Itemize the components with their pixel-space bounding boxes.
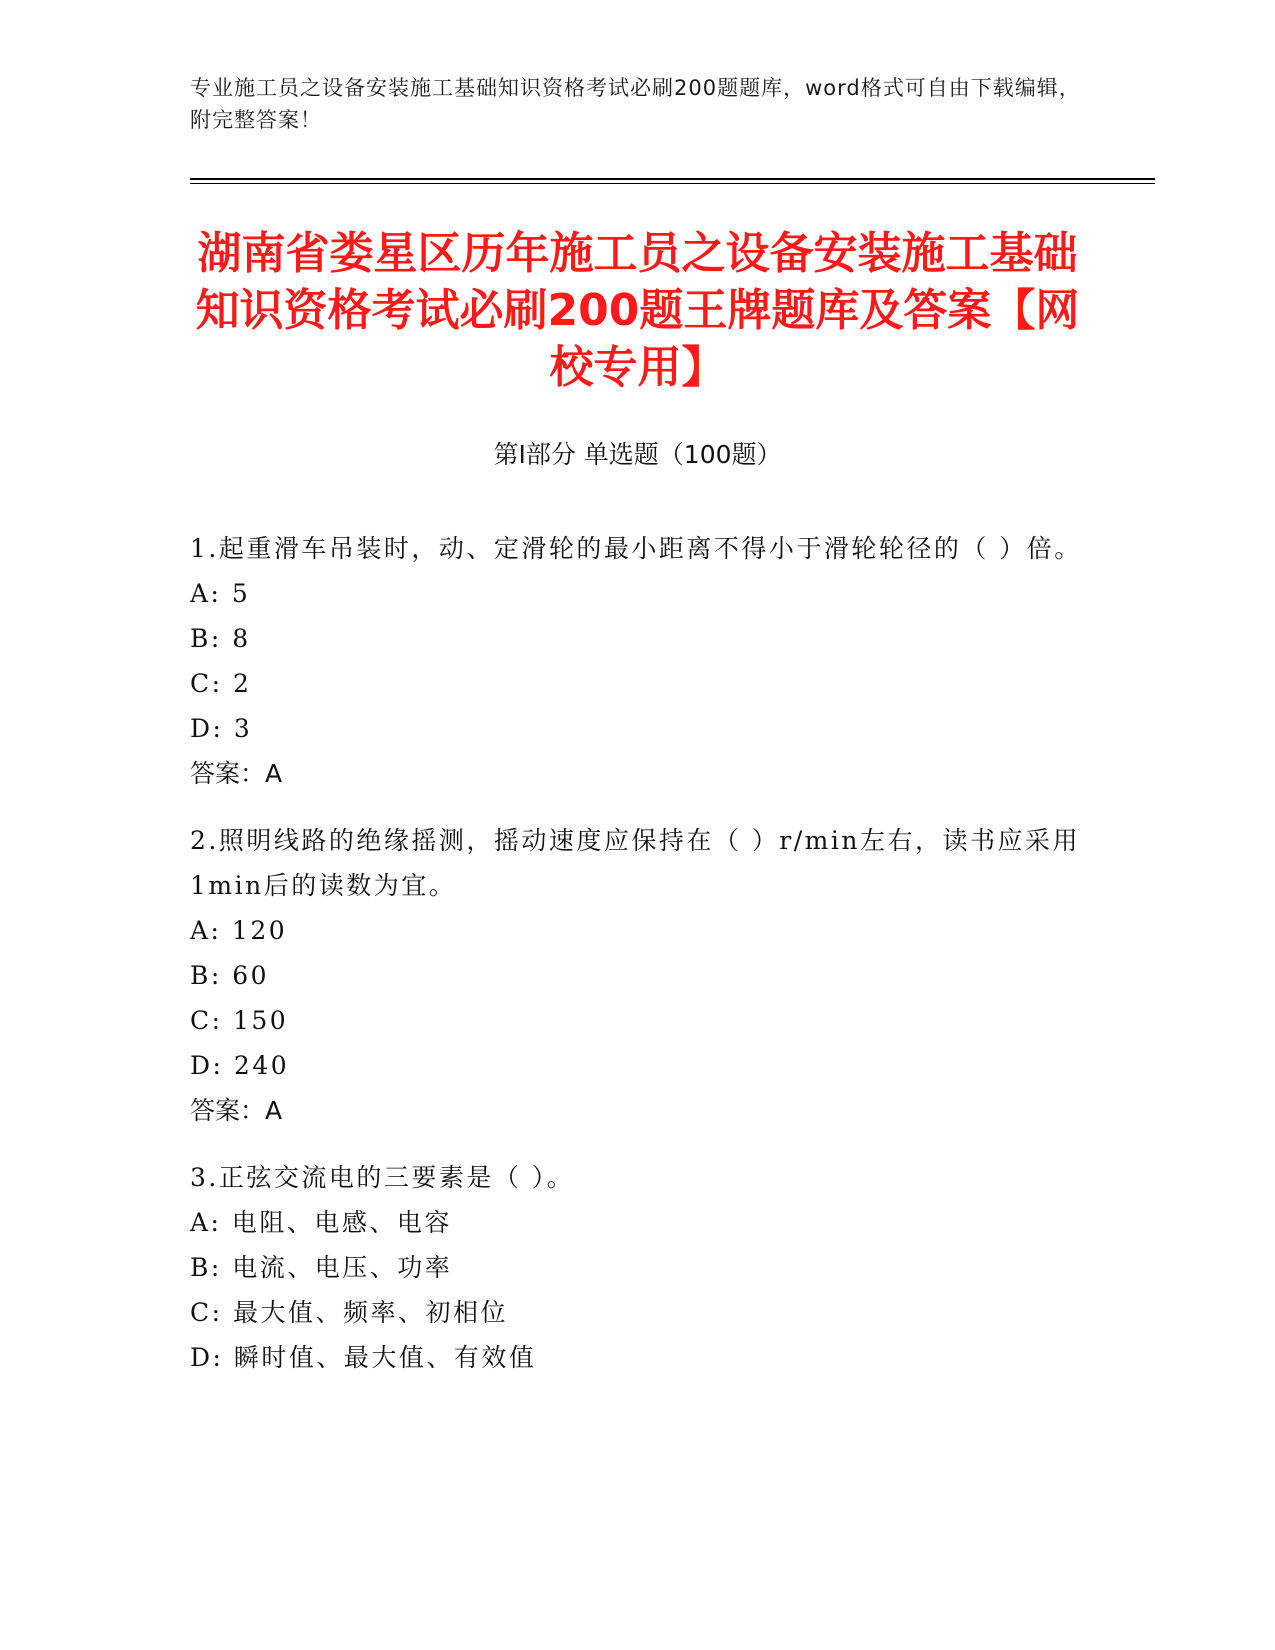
option-a: A: 5: [190, 579, 251, 608]
question-stem: 1.起重滑车吊装时，动、定滑轮的最小距离不得小于滑轮轮径的（ ）倍。: [190, 534, 1082, 563]
option-b: B: 电流、电压、功率: [190, 1253, 453, 1282]
option-b: B: 8: [190, 624, 251, 653]
document-title: 湖南省娄星区历年施工员之设备安装施工基础知识资格考试必刷200题王牌题库及答案【网校专用】: [195, 228, 1080, 393]
option-c: C: 最大值、频率、初相位: [190, 1298, 508, 1327]
question-stem: 3.正弦交流电的三要素是（ ）。: [190, 1163, 575, 1192]
option-d: D: 3: [190, 714, 253, 743]
header-rule-thin: [190, 183, 1155, 184]
option-a: A: 120: [190, 916, 288, 945]
option-d: D: 240: [190, 1051, 290, 1080]
option-c: C: 2: [190, 669, 252, 698]
question-item: [190, 818, 1085, 1133]
option-a: A: 电阻、电感、电容: [190, 1208, 452, 1237]
option-c: C: 150: [190, 1006, 289, 1035]
answer-line: 答案：A: [190, 1096, 283, 1125]
option-b: B: 60: [190, 961, 270, 990]
question-stem: 2.照明线路的绝缘摇测，摇动速度应保持在（ ）r/min左右，读书应采用1min后的读数为宜。: [190, 826, 1080, 900]
question-item: [190, 1155, 1085, 1380]
header-note: 专业施工员之设备安装施工基础知识资格考试必刷200题题库，word格式可自由下载编辑，附完整答案！: [190, 76, 1081, 132]
section-heading: 第Ⅰ部分 单选题（100题）: [493, 440, 782, 469]
question-list: [190, 526, 1085, 1402]
answer-line: 答案：A: [190, 759, 283, 788]
header-rule-thick: [190, 178, 1155, 180]
question-item: [190, 526, 1085, 796]
option-d: D: 瞬时值、最大值、有效值: [190, 1343, 537, 1372]
